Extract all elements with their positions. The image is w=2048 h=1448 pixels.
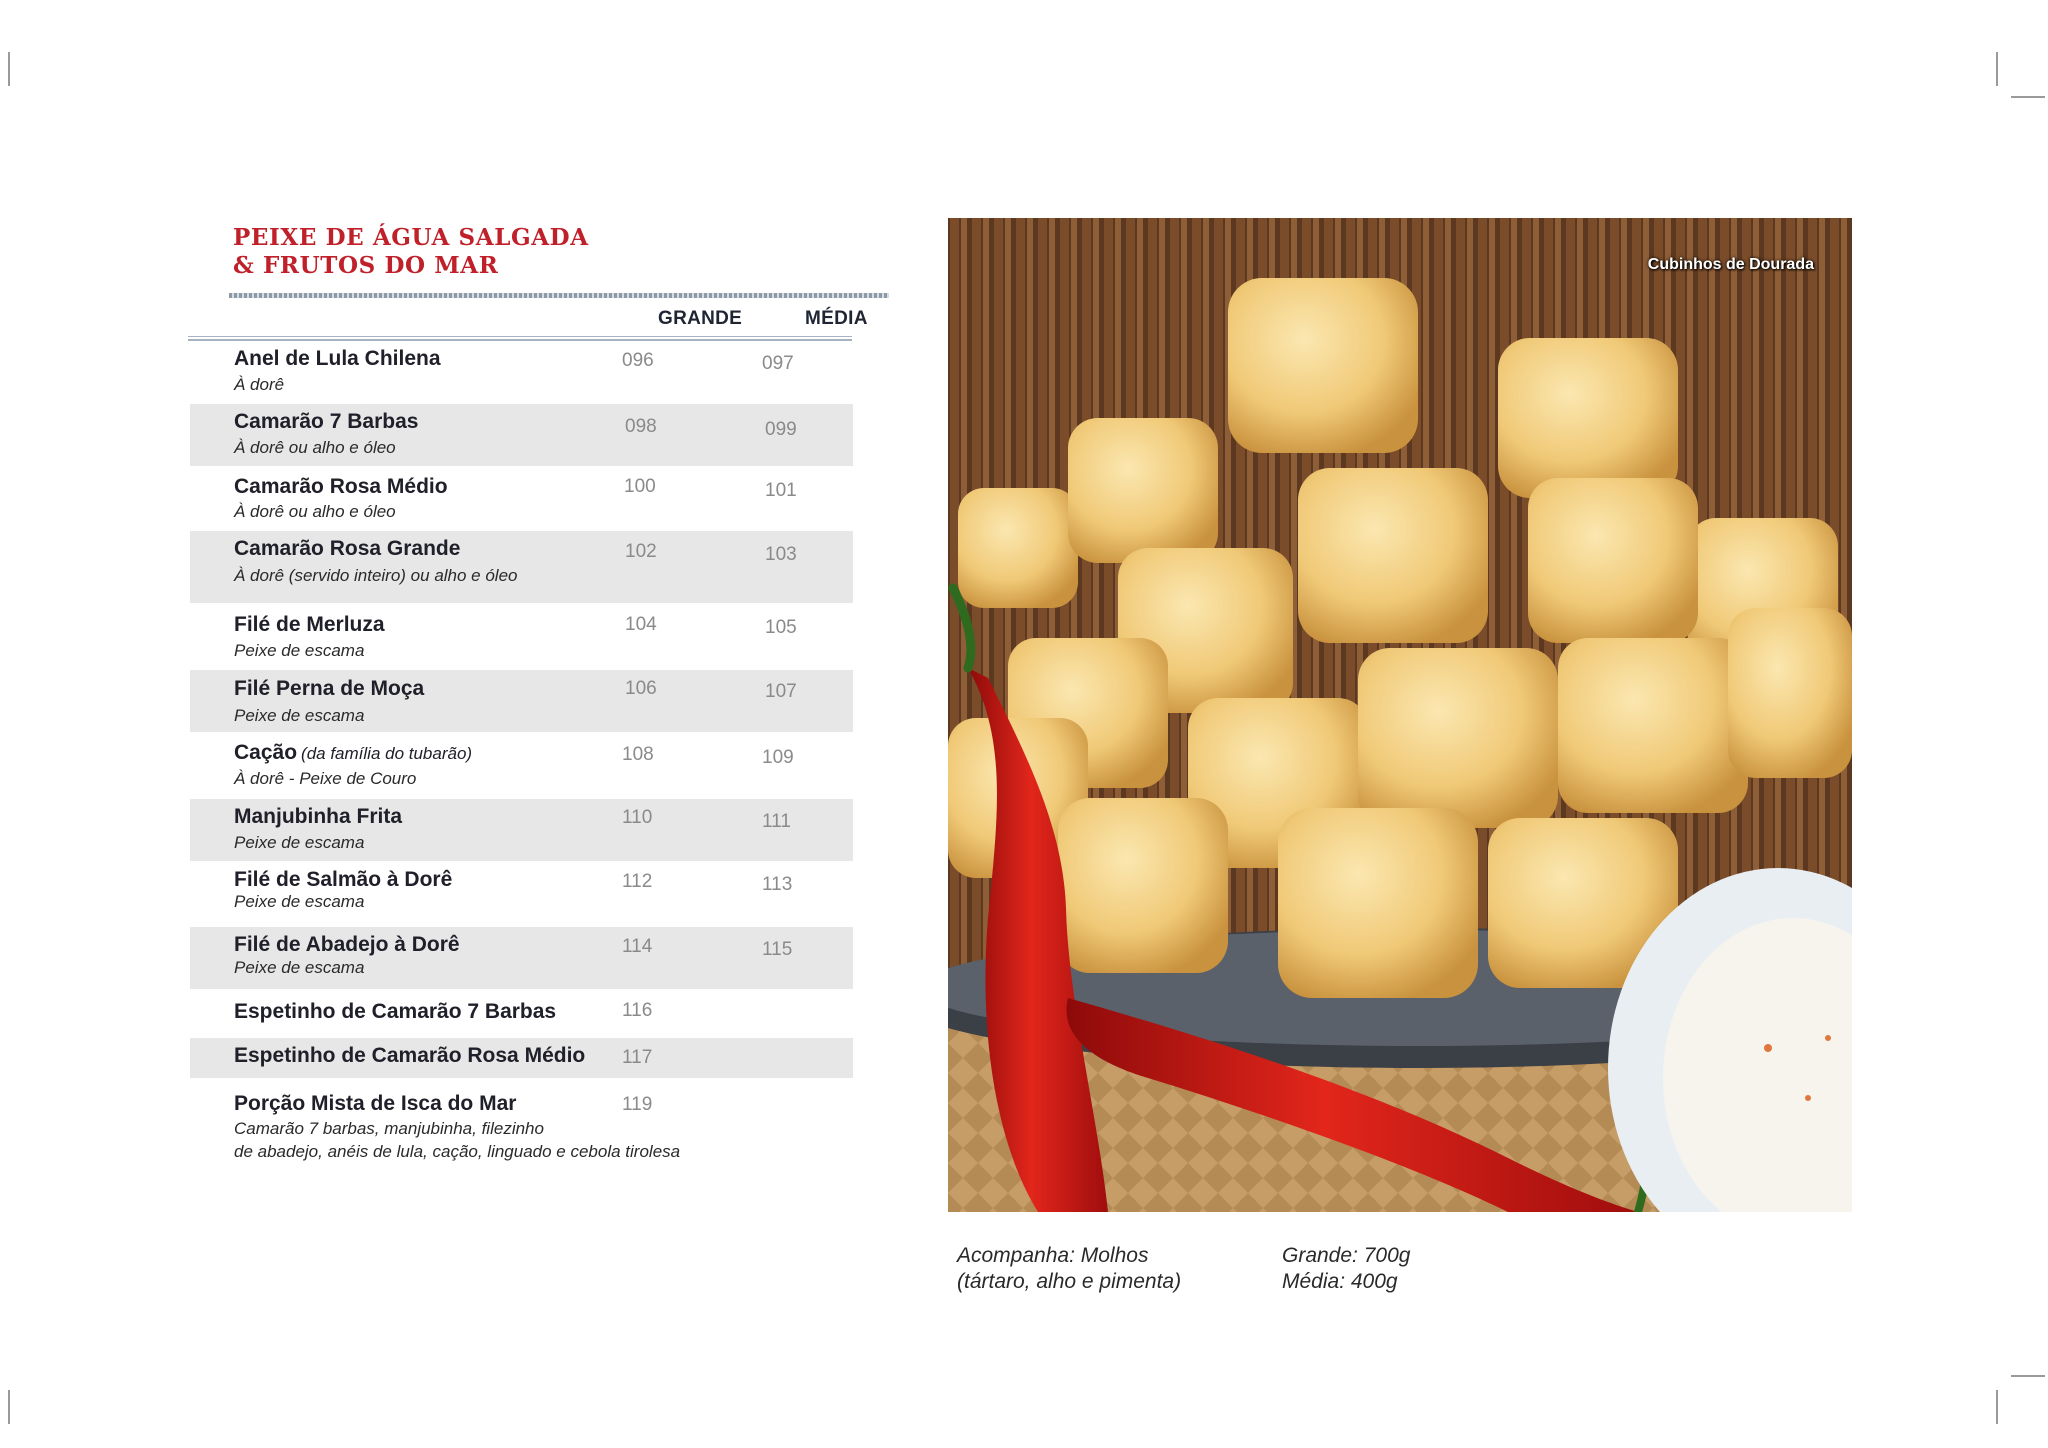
item-code-media: 099 — [765, 419, 797, 440]
item-name: Filé Perna de Moça — [234, 677, 425, 700]
item-description: Peixe de escama — [234, 706, 365, 725]
item-name-text: Cação — [234, 741, 298, 764]
item-description: Peixe de escama — [234, 641, 365, 660]
menu-item — [190, 1084, 853, 1166]
menu-item — [190, 404, 853, 466]
item-code-grande: 117 — [622, 1047, 653, 1068]
item-name: Camarão Rosa Grande — [234, 537, 461, 560]
accompaniment-note — [957, 1243, 1181, 1295]
item-name: Filé de Salmão à Dorê — [234, 868, 453, 891]
item-name: Manjubinha Frita — [234, 805, 402, 828]
crop-mark — [2011, 1375, 2045, 1377]
item-code-media: 097 — [762, 353, 794, 374]
item-note: (da família do tubarão) — [301, 744, 473, 763]
item-name: Filé de Merluza — [234, 613, 385, 636]
item-description: Peixe de escama — [234, 892, 365, 911]
item-name: Camarão Rosa Médio — [234, 475, 448, 498]
item-code-media: 109 — [762, 747, 794, 768]
item-name: Espetinho de Camarão Rosa Médio — [234, 1044, 586, 1067]
menu-item — [190, 991, 853, 1035]
photo-caption: Cubinhos de Dourada — [1647, 256, 1814, 273]
item-name: Anel de Lula Chilena — [234, 347, 441, 370]
title-divider — [229, 293, 889, 298]
column-header-grande: GRANDE — [658, 308, 743, 329]
food-photo — [948, 218, 1852, 1212]
item-code-grande: 106 — [625, 678, 657, 699]
item-description: Peixe de escama — [234, 958, 365, 977]
item-code-media: 103 — [765, 544, 797, 565]
menu-item — [190, 467, 853, 529]
item-description: Peixe de escama — [234, 833, 365, 852]
item-description: À dorê ou alho e óleo — [234, 438, 396, 457]
menu-item — [190, 531, 853, 603]
portion-size-note — [1282, 1243, 1410, 1295]
item-code-media: 101 — [765, 480, 797, 501]
menu-item — [190, 341, 853, 403]
item-code-grande: 119 — [622, 1094, 653, 1115]
item-code-media: 105 — [765, 617, 797, 638]
item-description: À dorê (servido inteiro) ou alho e óleo — [234, 566, 518, 585]
item-code-grande: 098 — [625, 416, 657, 437]
item-code-grande: 100 — [624, 476, 656, 497]
item-name: Porção Mista de Isca do Mar — [234, 1092, 517, 1115]
section-title-line: & FRUTOS DO MAR — [233, 252, 499, 279]
menu-item — [190, 735, 853, 797]
item-name: Filé de Abadejo à Dorê — [234, 933, 460, 956]
accompaniment-line: (tártaro, alho e pimenta) — [957, 1270, 1182, 1293]
item-code-grande: 114 — [622, 936, 653, 957]
crop-mark — [1996, 52, 1998, 86]
menu-item — [190, 670, 853, 732]
food-photo-illustration — [948, 218, 1852, 1212]
crop-mark — [1996, 1390, 1998, 1424]
item-description: À dorê — [234, 375, 285, 394]
portion-size-line: Média: 400g — [1282, 1270, 1398, 1293]
item-code-grande: 116 — [622, 1000, 653, 1021]
section-title — [233, 224, 589, 280]
item-code-grande: 104 — [625, 614, 657, 635]
item-code-media: 115 — [762, 939, 793, 960]
accompaniment-line: Acompanha: Molhos — [957, 1244, 1149, 1267]
item-name: Espetinho de Camarão 7 Barbas — [234, 1000, 557, 1023]
crop-mark — [2011, 96, 2045, 98]
item-code-grande: 102 — [625, 541, 657, 562]
item-name: Camarão 7 Barbas — [234, 410, 419, 433]
column-header-media: MÉDIA — [805, 308, 868, 329]
item-code-media: 113 — [762, 874, 793, 895]
section-title-line: PEIXE DE ÁGUA SALGADA — [233, 224, 589, 251]
item-code-grande: 112 — [622, 871, 653, 892]
menu-item — [190, 799, 853, 861]
menu-item — [190, 862, 853, 924]
item-description: de abadejo, anéis de lula, cação, linguado e cebola tirolesa — [234, 1142, 681, 1161]
menu-item — [190, 927, 853, 989]
menu-item — [190, 605, 853, 667]
item-code-media: 107 — [765, 681, 797, 702]
item-description: Camarão 7 barbas, manjubinha, filezinho — [234, 1119, 544, 1138]
item-description: À dorê - Peixe de Couro — [234, 769, 417, 788]
crop-mark — [8, 52, 10, 86]
menu-item — [190, 1038, 853, 1078]
item-code-media: 111 — [762, 811, 791, 832]
item-code-grande: 110 — [622, 807, 653, 828]
item-code-grande: 108 — [622, 744, 654, 765]
item-description: À dorê ou alho e óleo — [234, 502, 396, 521]
item-name — [234, 741, 472, 765]
item-code-grande: 096 — [622, 350, 654, 371]
portion-size-line: Grande: 700g — [1282, 1244, 1411, 1267]
crop-mark — [8, 1390, 10, 1424]
